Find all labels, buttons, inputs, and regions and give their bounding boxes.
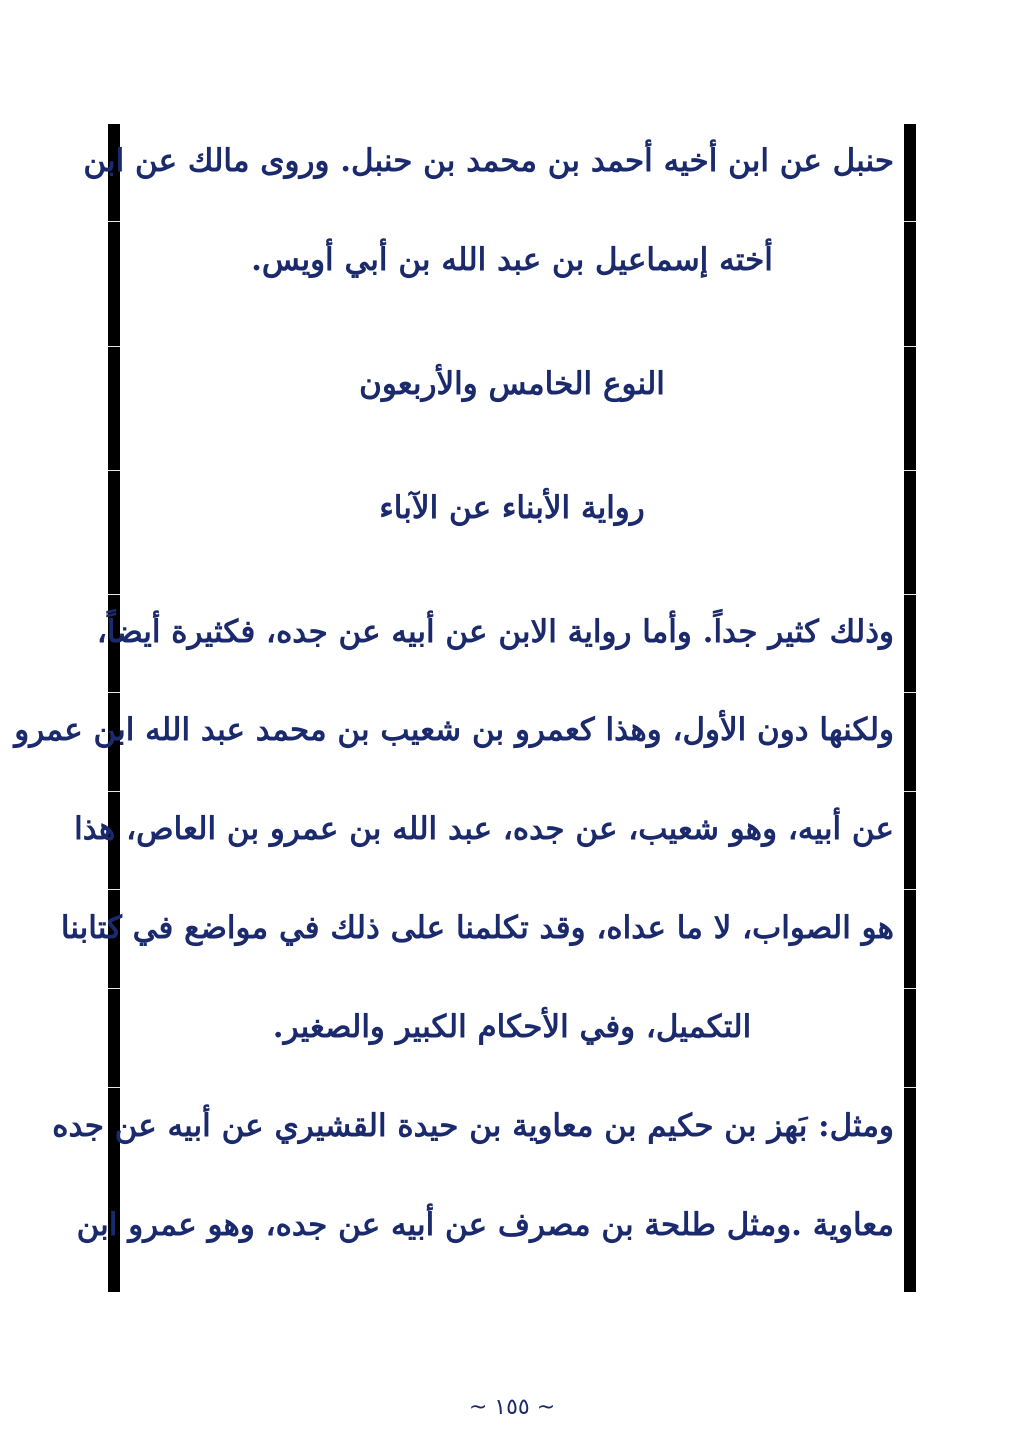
border-divider (904, 791, 916, 792)
right-border (904, 124, 916, 1292)
border-divider (108, 791, 120, 792)
section-heading: النوع الخامس والأربعون (359, 366, 665, 402)
border-divider (904, 594, 916, 595)
body-line-10: ومثل: بَهز بن حكيم بن معاوية بن حيدة القشيري عن أبيه عن جده (52, 1108, 894, 1144)
border-divider (904, 889, 916, 890)
page-frame (14, 124, 916, 1292)
body-line-6: ولكنها دون الأول، وهذا كعمرو بن شعيب بن محمد عبد الله ابن عمرو (14, 712, 894, 748)
body-line-1: حنبل عن ابن أخيه أحمد بن محمد بن حنبل. وروى مالك عن ابن (83, 143, 894, 179)
border-divider (904, 221, 916, 222)
body-line-11: معاوية .ومثل طلحة بن مصرف عن أبيه عن جده، وهو عمرو ابن (76, 1207, 894, 1243)
border-divider (904, 1087, 916, 1088)
border-divider (108, 692, 120, 693)
body-line-2: أخته إسماعيل بن عبد الله بن أبي أويس. (251, 242, 773, 278)
border-divider (108, 594, 120, 595)
border-divider (108, 470, 120, 471)
border-divider (904, 988, 916, 989)
section-subheading: رواية الأبناء عن الآباء (379, 490, 645, 526)
border-divider (904, 692, 916, 693)
border-divider (904, 470, 916, 471)
border-divider (108, 221, 120, 222)
border-divider (108, 988, 120, 989)
body-line-7: عن أبيه، وهو شعيب، عن جده، عبد الله بن عمرو بن العاص، هذا (74, 811, 894, 847)
body-line-9: التكميل، وفي الأحكام الكبير والصغير. (272, 1009, 752, 1045)
document-body (14, 124, 894, 1292)
page-number: ~ ١٥٥ ~ (468, 1395, 556, 1420)
border-divider (108, 1087, 120, 1088)
body-line-5: وذلك كثير جداً. وأما رواية الابن عن أبيه عن جده، فكثيرة أيضاً، (96, 614, 894, 650)
body-line-8: هو الصواب، لا ما عداه، وقد تكلمنا على ذلك في مواضع في كتابنا (60, 910, 894, 946)
border-divider (108, 346, 120, 347)
border-divider (904, 346, 916, 347)
border-divider (108, 889, 120, 890)
